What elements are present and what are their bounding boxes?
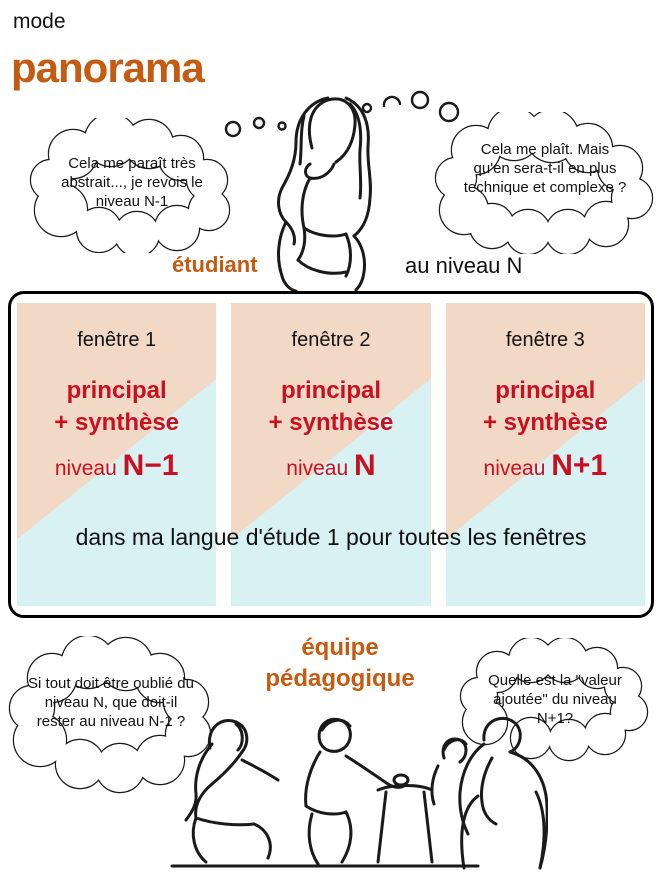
- panel-1-content-line2: + synthèse: [54, 409, 180, 437]
- team-label: [240, 632, 440, 694]
- box-footer-text: dans ma langue d'étude 1 pour toutes les fenêtres: [75, 524, 587, 550]
- panel-2-content-line2: + synthèse: [268, 409, 394, 437]
- team-illustration: [148, 700, 548, 878]
- thought-text-student-left: Cela me paraît très abstrait..., je revois le niveau N-1: [61, 155, 203, 211]
- thought-text-team-right: Quelle est la "valeur ajoutée" du niveau N+1?: [488, 672, 622, 728]
- panel-3-content-line2: + synthèse: [482, 409, 608, 437]
- mode-label: mode: [13, 10, 66, 33]
- panel-2-content-line1: principal: [280, 377, 381, 404]
- window-panel-3: [446, 303, 645, 606]
- student-label: étudiant: [172, 252, 258, 277]
- panel-3-content-line1: principal: [495, 377, 596, 404]
- panel-1-level-value: N−1: [122, 449, 179, 482]
- panel-3-level-label: niveau: [483, 457, 546, 480]
- team-label-line2: pédagogique: [265, 665, 415, 693]
- panel-2-title: fenêtre 2: [291, 329, 371, 351]
- panel-1-level-label: niveau: [54, 457, 117, 480]
- panel-1-content-line1: principal: [66, 377, 167, 404]
- page-title: panorama: [11, 44, 204, 91]
- panel-2-level-label: niveau: [286, 457, 349, 480]
- window-panel-2: [231, 303, 430, 606]
- thought-text-team-left: Si tout doit être oublié du niveau N, que doit-il rester au niveau N-1 ?: [28, 675, 194, 731]
- student-level-label: au niveau N: [405, 253, 523, 278]
- panel-2-content: [231, 375, 430, 440]
- thought-cloud-student-left: [25, 118, 237, 253]
- window-panel-1: [17, 303, 216, 606]
- panel-1-title: fenêtre 1: [77, 329, 157, 351]
- panel-2-level-value: N: [354, 449, 376, 482]
- panel-3-content: [446, 375, 645, 440]
- student-illustration: [252, 86, 412, 291]
- panel-3-title: fenêtre 3: [505, 329, 585, 351]
- panel-1-content: [17, 375, 216, 440]
- panel-1-level: [17, 449, 216, 483]
- panel-3-level: [446, 449, 645, 483]
- panel-3-level-value: N+1: [551, 449, 608, 482]
- thought-text-student-right: Cela me plaît. Mais qu'en sera-t-il en plus technique et complexe ?: [463, 141, 627, 197]
- panel-2-level: [231, 449, 430, 483]
- panorama-box: [8, 291, 654, 618]
- thought-cloud-student-right: [430, 112, 660, 254]
- team-label-line1: équipe: [301, 634, 379, 661]
